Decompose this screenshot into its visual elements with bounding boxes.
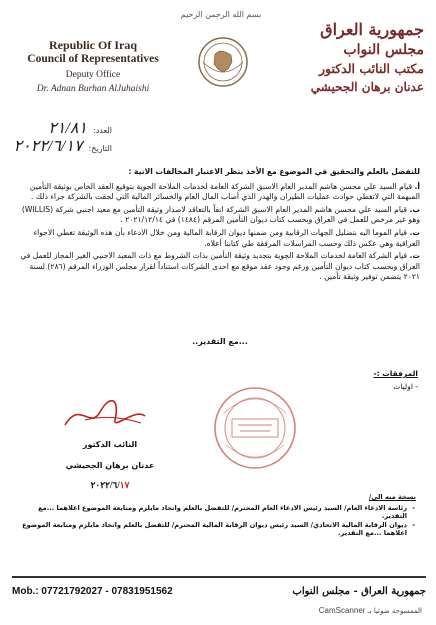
footer bbox=[12, 583, 426, 599]
signer-block bbox=[60, 438, 160, 492]
scanner-watermark: الممسوحة ضوئيا بـ CamScanner bbox=[318, 606, 422, 615]
signer-title: النائب الدكتور bbox=[82, 440, 138, 449]
violation-item: ث. قيام الشركة العامة لخدمات الملاحة الجوية بتجديد وثيقة التأمين بذات الشروط مع ذات المعيد الاجنبي الغير المجاز للعمل في العراق وبحسب كتاب ديوان التأمين ورغم وجود عقد موقع مع احدى الشركات استناداً لقرار مجلس الوزراء المرقم (٢٨٦) لسنة ٢٠٢١ يتضمن توفير وثيقة تأمين . bbox=[20, 251, 420, 282]
copy-recipient: - ديوان الرقابة المالية الاتحادي/ السيد رئيس ديوان الرقابة المالية المحترم/ للتفضل بالعلم واتخاذ مايلزم ومتابعة الموضوع اعلاهما ...مع التقدير. bbox=[16, 521, 407, 538]
iraq-emblem-icon bbox=[193, 24, 253, 94]
copies-title: نسخة منه الى/ bbox=[368, 493, 416, 501]
violation-item: ب. قيام السيد علي محسن هاشم المدير العام الاسبق الشركة انفاً بالتعاقد لاصدار وثيقة التأمين مع معيد اجنبي شركة (WILLIS) وهو غير مرخص للعمل في العراق وبحسب كتاب ديوان التأمين المرقم (١٤٨٤) في ٢٠٢١/١٢/١٤ . bbox=[21, 204, 420, 225]
signer-name: عدنان برهان الجحيشي bbox=[65, 461, 155, 470]
footer-divider bbox=[12, 576, 426, 578]
date-label: التاريخ: bbox=[88, 144, 112, 153]
footer-arabic: جمهورية العراق - مجلس النواب bbox=[292, 585, 426, 597]
attachments bbox=[288, 367, 418, 393]
copy-recipient: - رئاسة الادعاء العام/ السيد رئيس الادعاء العام المحترم/ للتفضل بالعلم واتخاذ مايلزم ومتابعة الموضوع اعلاهما ...مع التقدير. bbox=[16, 504, 407, 521]
arabic-office: مكتب النائب الدكتور bbox=[318, 61, 424, 76]
letter-body bbox=[14, 167, 420, 285]
date-value: ٢٠٢٢/٦/١٧ bbox=[13, 138, 83, 155]
office-stamp-icon bbox=[210, 383, 300, 473]
regards: ...مع التقدير.. bbox=[192, 337, 248, 346]
reference-block bbox=[12, 118, 112, 155]
number-label: العدد: bbox=[93, 126, 112, 135]
english-letterhead bbox=[18, 38, 168, 96]
english-country: Republic Of Iraq bbox=[48, 38, 137, 52]
violation-item: ت. قيام الموما اليه بتضليل الجهات الرقابية ومن ضمنها ديوان الرقابة المالية ومن خلال الادعاء بأن هذه الوثيقة تغطي الاجواء العراقية وهي عكس ذلك وحسب المراسلات المرفقة طي كتابنا أعلاه. bbox=[33, 227, 420, 248]
attachment-item: - اوليات bbox=[393, 382, 418, 391]
footer-mobile: Mob.: 07721792027 - 07831951562 bbox=[12, 585, 173, 597]
arabic-deputy-name: عدنان برهان الجحيشي bbox=[310, 80, 424, 94]
signer-date: ٢٠٢٢/٦/١٧ bbox=[90, 480, 130, 490]
letter-intro: للتفضل بالعلم والتحقيق في الموضوع مع الأخذ بنظر الاعتبار المخالفات الاتية : bbox=[128, 167, 420, 176]
arabic-council: مجلس النواب bbox=[343, 42, 424, 58]
violation-item: أ. قيام السيد علي محسن هاشم المدير العام الاسبق الشركة العامة لخدمات الملاحة الجوية بتوقيع العقد الخاص بوثيقة التأمين المبهمة التي لاتغطي حوادث عمليات الطيران والهدر الذي أصاب المال العام والخسائر المالية التي لحقت بالشركة جراء ذلك . bbox=[29, 181, 420, 202]
handwritten-signature bbox=[45, 390, 165, 440]
english-office: Deputy Office bbox=[65, 70, 121, 80]
arabic-letterhead bbox=[274, 20, 424, 96]
copies-block bbox=[16, 493, 416, 538]
basmala: بسم الله الرحمن الرحيم bbox=[180, 10, 262, 19]
english-deputy-name: Dr. Adnan Burhan AlJuhaishi bbox=[36, 84, 150, 94]
arabic-country: جمهورية العراق bbox=[320, 20, 424, 39]
english-council: Council of Representatives bbox=[27, 53, 159, 65]
attachments-title: المرفقات :- bbox=[373, 369, 418, 378]
number-value: ٢١/٨١ bbox=[48, 120, 88, 137]
